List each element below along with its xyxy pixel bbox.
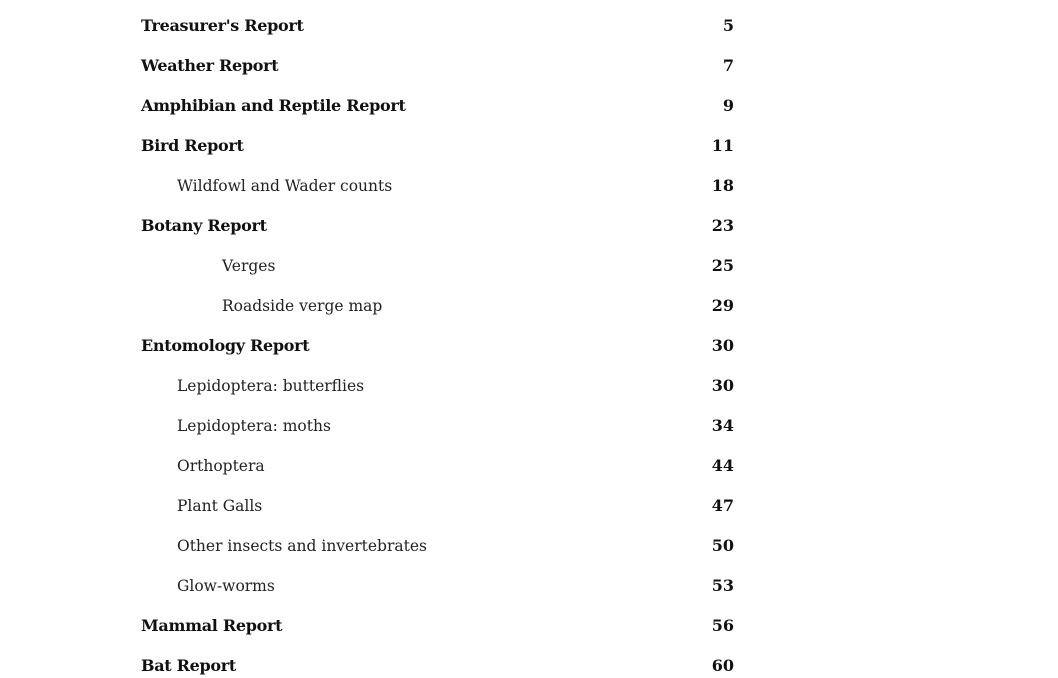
toc-entry[interactable] <box>0 494 1058 518</box>
toc-entry[interactable] <box>0 334 1058 358</box>
toc-entry-title: Lepidoptera: butterflies <box>177 377 365 395</box>
toc-entry[interactable] <box>0 294 1058 318</box>
toc-entry-title: Amphibian and Reptile Report <box>141 96 406 115</box>
toc-entry-title: Treasurer's Report <box>141 16 304 35</box>
toc-entry[interactable] <box>0 214 1058 238</box>
toc-entry-title: Orthoptera <box>177 457 265 475</box>
toc-entry-title: Botany Report <box>141 216 267 235</box>
toc-entry[interactable] <box>0 94 1058 118</box>
toc-entry-page-number: 30 <box>711 376 734 395</box>
toc-entry-title: Weather Report <box>141 56 279 75</box>
toc-entry-page-number: 5 <box>722 16 734 35</box>
toc-entry[interactable] <box>0 574 1058 598</box>
toc-entry-page-number: 18 <box>711 176 734 195</box>
toc-entry-title: Lepidoptera: moths <box>177 417 331 435</box>
toc-entry-title: Roadside verge map <box>222 297 383 315</box>
toc-entry-page-number: 56 <box>711 616 734 635</box>
toc-entry[interactable] <box>0 54 1058 78</box>
toc-entry-page-number: 34 <box>711 416 734 435</box>
toc-entry-page-number: 11 <box>711 136 734 155</box>
toc-entry-page-number: 30 <box>711 336 734 355</box>
toc-entry-title: Wildfowl and Wader counts <box>177 177 393 195</box>
toc-entry[interactable] <box>0 614 1058 638</box>
toc-entry[interactable] <box>0 14 1058 38</box>
toc-entry[interactable] <box>0 654 1058 678</box>
toc-entry-title: Entomology Report <box>141 336 310 355</box>
toc-entry-title: Glow-worms <box>177 577 275 595</box>
toc-entry-title: Other insects and invertebrates <box>177 537 427 555</box>
toc-entry[interactable] <box>0 254 1058 278</box>
toc-entry-page-number: 47 <box>711 496 734 515</box>
toc-entry-page-number: 9 <box>722 96 734 115</box>
toc-entry-page-number: 7 <box>722 56 734 75</box>
toc-entry-title: Plant Galls <box>177 497 263 515</box>
toc-entry[interactable] <box>0 134 1058 158</box>
toc-entry-page-number: 50 <box>711 536 734 555</box>
toc-entry-page-number: 25 <box>711 256 734 275</box>
toc-entry[interactable] <box>0 414 1058 438</box>
toc-entry[interactable] <box>0 534 1058 558</box>
toc-entry-title: Bat Report <box>141 656 237 675</box>
toc-entry[interactable] <box>0 174 1058 198</box>
toc-entry[interactable] <box>0 454 1058 478</box>
toc-entry[interactable] <box>0 374 1058 398</box>
toc-entry-title: Verges <box>222 257 276 275</box>
toc-entry-page-number: 44 <box>711 456 734 475</box>
toc-entry-title: Mammal Report <box>141 616 283 635</box>
toc-entry-title: Bird Report <box>141 136 244 155</box>
toc-entry-page-number: 53 <box>711 576 734 595</box>
toc-entry-page-number: 23 <box>711 216 734 235</box>
toc-entry-page-number: 29 <box>711 296 734 315</box>
toc-entry-page-number: 60 <box>711 656 734 675</box>
